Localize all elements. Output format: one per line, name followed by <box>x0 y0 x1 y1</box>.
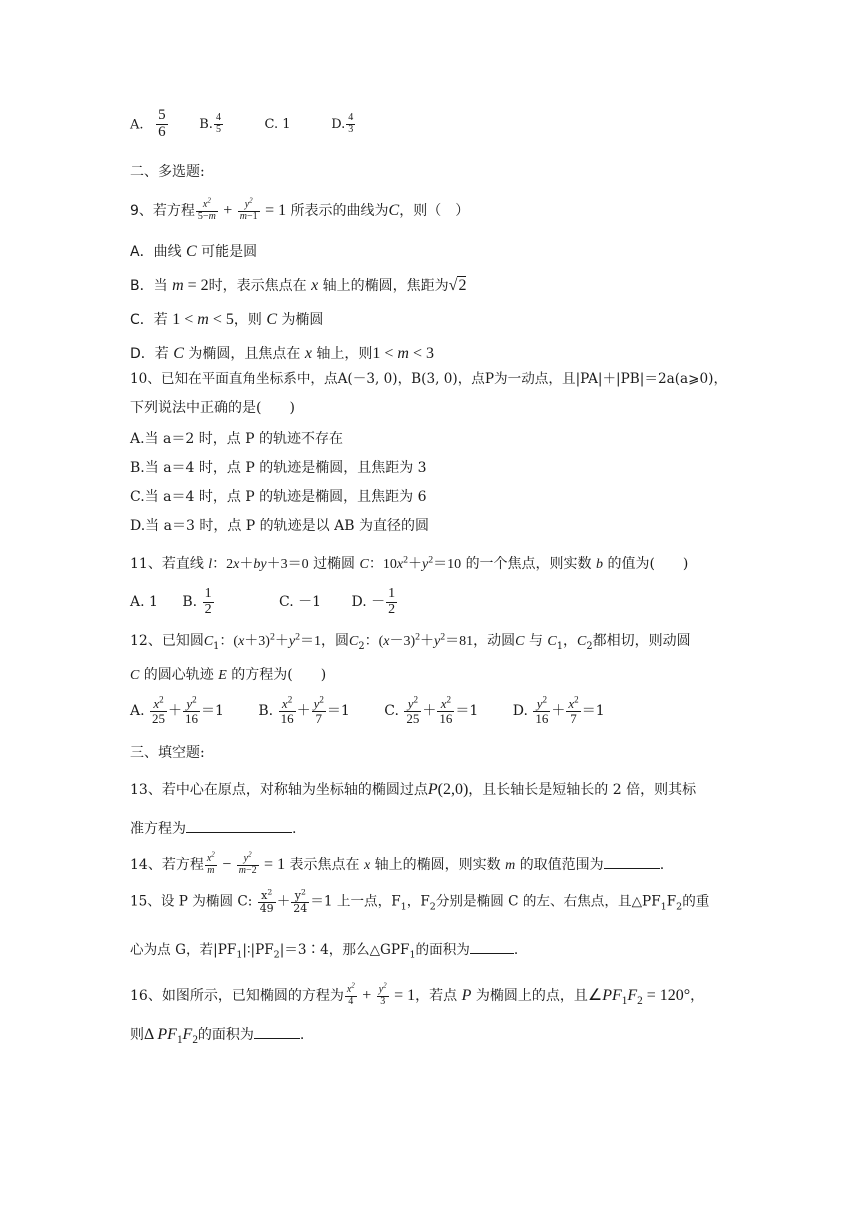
q13-stem-line2: 准方程为 . <box>130 818 296 837</box>
q8-option-a-fraction: $\frac{5}{6}$ <box>158 107 166 140</box>
q12-stem-line2: C 的圆心轨迹 E 的方程为( ) <box>130 667 327 683</box>
q11-option-b-fraction: $\frac{1}{2}$ <box>204 586 212 617</box>
q11-option-c: C. －1 <box>279 594 322 611</box>
q16-answer-blank[interactable] <box>254 1024 300 1039</box>
q15-stem-line1: 15、设 P 为椭圆 C: $\frac{x^2}{49}$ ＋ $\frac{y^2}{24}$ ＝1 上一点，$F_1$，$F_2$分别是椭圆 C 的左、右焦点，且$\triangle PF_1F_2$的重 <box>130 887 710 915</box>
q15-stem-line2: 心为点 G，若$|PF_1|∶|PF_2|=3∶4$，那么$\triangle GPF_1$的面积为 . <box>130 939 518 959</box>
q10-stem-line2: 下列说法中正确的是( ) <box>130 400 295 416</box>
q10-option-c: C.当 a＝4 时，点 P 的轨迹是椭圆，且焦距为 6 <box>130 489 427 505</box>
q10-option-d: D.当 a＝3 时，点 P 的轨迹是以 AB 为直径的圆 <box>130 518 429 534</box>
q8-option-a-label: A. <box>130 117 144 133</box>
q11-option-d-fraction: $\frac{1}{2}$ <box>388 586 396 617</box>
q9-option-b: B．当 m = 2时，表示焦点在 x 轴上的椭圆，焦距为√2 <box>130 277 467 294</box>
q10-stem-line1: 10、已知在平面直角坐标系中，点A(－3, 0)，B(3, 0)，点P为一动点，且|PA|＋|PB|＝2a(a⩾0)， <box>130 371 728 387</box>
q11-option-a: A. 1 <box>130 594 158 611</box>
q16-stem-line1: 16、如图所示，已知椭圆的方程为 $\frac{x^2}{4}$ + $\frac{y^2}{3}$ = 1，若点 P 为椭圆上的点，且$\angle PF_1F_2 = 120^\circ$， <box>130 981 705 1008</box>
q10-option-a: A.当 a＝2 时，点 P 的轨迹不存在 <box>130 431 344 447</box>
q12-stem-line1: 12、已知圆$C_1$：$(x+3)^2+y^2=1$，圆$C_2$：$(x-3)^2+y^2=81$，动圆C 与 $C_1$，$C_2$都相切，则动圆 <box>130 631 691 652</box>
q8-option-c: C. 1 <box>264 117 291 133</box>
q9-option-c: C．若 1 < m < 5，则 C 为椭圆 <box>130 311 324 328</box>
q11-stem: 11、若直线 l：2x＋by＋3＝0 过椭圆 C：$10x^2+y^2=10$ 的一个焦点，则实数 b 的值为( ) <box>130 554 689 572</box>
q13-answer-blank[interactable] <box>186 818 292 833</box>
q13-stem-line1: 13、若中心在原点，对称轴为坐标轴的椭圆过点P(2,0)，且长轴长是短轴长的 2 倍，则其标 <box>130 781 697 798</box>
q12-option-a: A. <box>130 703 145 720</box>
q11-option-b: B. <box>182 594 198 611</box>
section-multi-choice-heading: 二、多选题: <box>130 164 205 180</box>
q11-option-d: D. － <box>351 594 386 611</box>
q9-stem: 9、若方程 $\frac{x^2}{5-m}$ + $\frac{y^2}{m-1}$ = 1 所表示的曲线为C，则（ ） <box>130 196 470 222</box>
q12-options: A. $\frac{x^2}{25}$ ＋ $\frac{y^2}{16}$ ＝1 B. $\frac{x^2}{16}$ ＋ $\frac{y^2}{7}$ ＝1 C. $\frac{y^2}{25}$ ＋ $\frac{x^2}{16}$ ＝1 D. $\frac{y^2}{16}$ ＋ $\frac{x^2}{7}$ ＝1 <box>130 694 605 726</box>
q10-option-b: B.当 a＝4 时，点 P 的轨迹是椭圆，且焦距为 3 <box>130 460 427 476</box>
q9-fraction-x: $\frac{x^2}{5-m}$ <box>197 196 216 222</box>
q12-option-b: B. <box>258 703 274 720</box>
q11-options <box>130 587 398 617</box>
q12-option-c: C. <box>384 703 399 720</box>
q12-option-d: D. <box>512 703 528 720</box>
q8-options <box>130 108 356 141</box>
q8-option-b-label: B. <box>199 117 213 133</box>
q8-option-b-fraction: $\frac{4}{5}$ <box>215 112 221 135</box>
q9-option-a: A．曲线 C 可能是圆 <box>130 243 258 260</box>
q8-option-d-fraction: $\frac{4}{3}$ <box>348 112 354 135</box>
q9-fraction-y: $\frac{y^2}{m-1}$ <box>239 196 258 222</box>
q15-answer-blank[interactable] <box>470 939 514 954</box>
section-fill-blank-heading: 三、填空题: <box>130 745 205 761</box>
q16-stem-line2: 则Δ $PF_1F_2$的面积为 . <box>130 1026 305 1047</box>
q8-option-d-label: D. <box>331 117 346 133</box>
q14-answer-blank[interactable] <box>604 854 660 869</box>
q14-stem: 14、若方程 $\frac{x^2}{m}$ − $\frac{y^2}{m-2}$ = 1 表示焦点在 x 轴上的椭圆，则实数 m 的取值范围为 . <box>130 850 665 876</box>
q9-option-d: D．若 C 为椭圆，且焦点在 x 轴上，则1 < m < 3 <box>130 345 434 362</box>
